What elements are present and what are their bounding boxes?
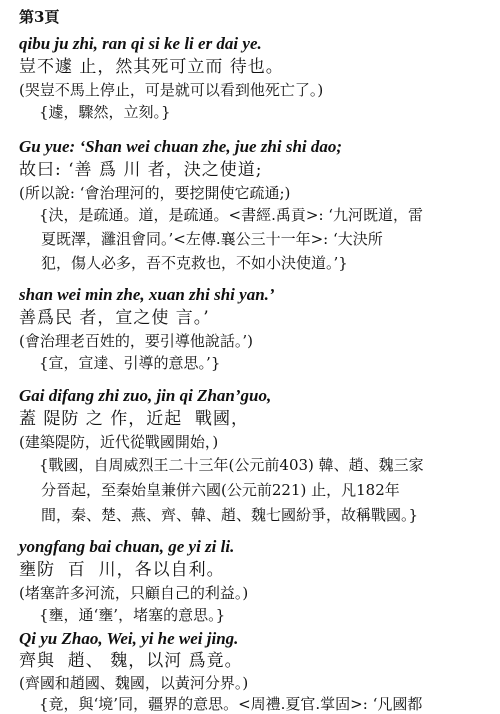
translation-line: (哭豈不馬上停止，可是就可以看到他死亡了。) [19, 81, 324, 99]
annotation-note: {決，是疏通。道，是疏通。<書經.禹貢>: ‘九河既道，雷 [39, 206, 424, 224]
annotation-note: {遽，驟然，立刻。} [39, 103, 171, 121]
annotation-note: 分晉起，至秦始皇兼併六國(公元前221) 止，凡182年 [41, 481, 400, 499]
annotation-note: 犯，傷人必多，吾不克救也，不如小決使道。’} [41, 254, 348, 272]
pinyin-line: qibu ju zhi, ran qi si ke li er dai ye. [19, 34, 262, 53]
page-number: 第3頁 [19, 8, 60, 26]
annotation-note: 夏既澤，灉沮會同。’<左傳.襄公三十一年>: ‘大決所 [41, 230, 383, 248]
annotation-note: {戰國，自周威烈王二十三年(公元前403) 韓、趙、魏三家 [39, 456, 424, 474]
original-text: 蓋 隄防 之 作，近起 戰國， [19, 409, 250, 429]
original-text: 故曰: ‘善 爲 川 者，決之使道; [19, 160, 263, 180]
pinyin-line: Gai difang zhi zuo, jin qi Zhan’guo, [19, 386, 272, 405]
annotation-note: {壅，通‘壅’，堵塞的意思。} [39, 606, 226, 624]
original-text: 豈不遽 止，然其死可立而 待也。 [19, 57, 284, 77]
annotation-note: {竟，與‘境’同，疆界的意思。<周禮.夏官.掌固>: ‘凡國都 [39, 695, 423, 713]
translation-line: (所以說: ‘會治理河的，要挖開使它疏通;) [19, 184, 291, 202]
translation-line: (堵塞許多河流，只顧自己的利益。) [19, 584, 249, 602]
original-text: 壅防 百 川，各以自利。 [19, 560, 225, 580]
pinyin-line: shan wei min zhe, xuan zhi shi yan.’ [19, 285, 275, 304]
annotation-note: {宣，宣達、引導的意思。’} [39, 354, 221, 372]
pinyin-line: yongfang bai chuan, ge yi zi li. [19, 537, 235, 556]
annotation-note: 間，秦、楚、燕、齊、韓、趙、魏七國紛爭，故稱戰國。} [41, 506, 419, 524]
original-text: 善爲民 者，宣之使 言。’ [19, 308, 210, 328]
translation-line: (齊國和趙國、魏國，以黃河分界。) [19, 674, 249, 692]
original-text: 齊與 趙、 魏，以河 爲竟。 [19, 651, 243, 671]
pinyin-line: Gu yue: ‘Shan wei chuan zhe, jue zhi shi dao; [19, 137, 343, 156]
pinyin-line: Qi yu Zhao, Wei, yi he wei jing. [19, 629, 239, 648]
translation-line: (會治理老百姓的，要引導他說話。’) [19, 332, 253, 350]
translation-line: (建築隄防，近代從戰國開始，) [19, 433, 219, 451]
